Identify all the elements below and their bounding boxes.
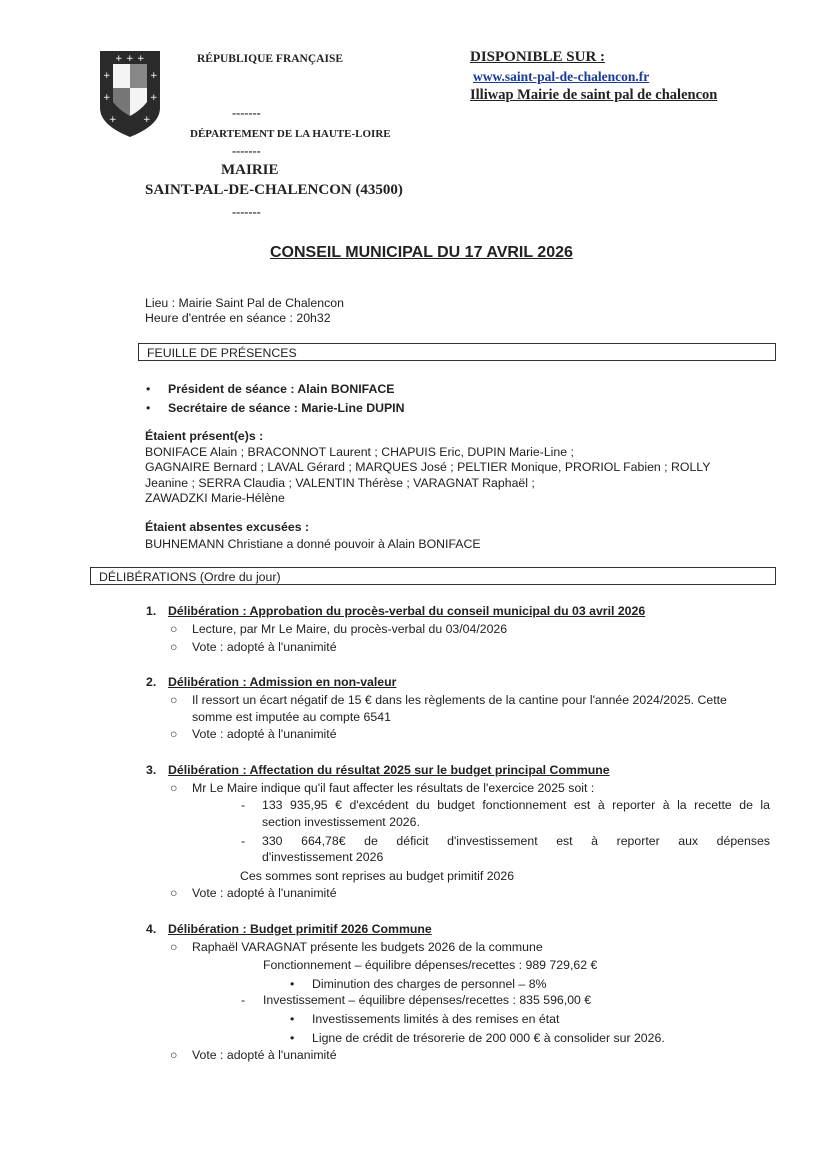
presents-line: BONIFACE Alain ; BRACONNOT Laurent ; CHAPUIS Eric, DUPIN Marie-Line ; <box>145 445 574 459</box>
deliberation-title: Délibération : Approbation du procès-verbal du conseil municipal du 03 avril 2026 <box>168 604 646 618</box>
dash-icon: - <box>241 834 246 848</box>
presents-line: ZAWADZKI Marie-Hélène <box>145 491 285 505</box>
item-number: 3. <box>146 763 157 777</box>
deliberation-title: Délibération : Admission en non-valeur <box>168 675 397 689</box>
presents-line: Jeanine ; SERRA Claudia ; VALENTIN Thérèse ; VARAGNAT Raphaël ; <box>145 476 535 490</box>
absents-line: BUHNEMANN Christiane a donné pouvoir à Alain BONIFACE <box>145 537 481 551</box>
sub-item: Il ressort un écart négatif de 15 € dans les règlements de la cantine pour l'année 2024/2025. Cette <box>192 693 727 707</box>
sub-item: d'investissement 2026 <box>262 850 384 864</box>
sub-item: Investissement – équilibre dépenses/recettes : 835 596,00 € <box>263 993 592 1007</box>
svg-text:+: + <box>103 93 111 103</box>
svg-text:+: + <box>137 54 145 64</box>
sub-item: 330 664,78€ de déficit d'investissement est à reporter aux dépenses <box>262 834 770 848</box>
absents-label: Étaient absentes excusées : <box>145 520 310 534</box>
circle-bullet-icon: ○ <box>170 622 178 636</box>
bullet-icon: • <box>146 382 151 396</box>
circle-bullet-icon: ○ <box>170 640 178 654</box>
disponible-label: DISPONIBLE SUR : <box>470 49 606 65</box>
departement-label: DÉPARTEMENT DE LA HAUTE-LOIRE <box>190 128 391 140</box>
circle-bullet-icon: ○ <box>170 727 178 741</box>
circle-bullet-icon: ○ <box>170 1048 178 1062</box>
sub-item: Investissements limités à des remises en état <box>312 1012 560 1026</box>
sub-item: 133 935,95 € d'excédent du budget fonctionnement est à reporter à la recette de la <box>262 798 770 812</box>
secretaire-text: Secrétaire de séance : Marie-Line DUPIN <box>168 401 405 415</box>
sub-item: Raphaël VARAGNAT présente les budgets 2026 de la commune <box>192 940 543 954</box>
separator: ------- <box>232 205 261 219</box>
dash-icon: - <box>241 993 246 1007</box>
svg-text:+: + <box>126 54 134 64</box>
presences-heading: FEUILLE DE PRÉSENCES <box>138 343 776 361</box>
deliberation-title: Délibération : Budget primitif 2026 Commune <box>168 922 432 936</box>
president-text: Président de séance : Alain BONIFACE <box>168 382 395 396</box>
republique-label: RÉPUBLIQUE FRANÇAISE <box>197 53 344 65</box>
sub-item: Lecture, par Mr Le Maire, du procès-verbal du 03/04/2026 <box>192 622 508 636</box>
heure-text: Heure d'entrée en séance : 20h32 <box>145 311 331 325</box>
circle-bullet-icon: ○ <box>170 886 178 900</box>
presents-label: Étaient présent(e)s : <box>145 429 264 443</box>
deliberations-heading: DÉLIBÉRATIONS (Ordre du jour) <box>90 567 776 585</box>
circle-bullet-icon: ○ <box>170 693 178 707</box>
svg-text:+: + <box>143 115 151 125</box>
coat-of-arms-logo <box>99 50 161 138</box>
note-text: Ces sommes sont reprises au budget primitif 2026 <box>240 869 515 883</box>
presents-line: GAGNAIRE Bernard ; LAVAL Gérard ; MARQUES José ; PELTIER Monique, PRORIOL Fabien ; ROLLY <box>145 460 711 474</box>
svg-text:+: + <box>103 71 111 81</box>
mairie-label: MAIRIE <box>221 162 279 178</box>
bullet-icon: • <box>290 977 295 991</box>
item-number: 2. <box>146 675 157 689</box>
sub-item: section investissement 2026. <box>262 815 420 829</box>
page-title: CONSEIL MUNICIPAL DU 17 AVRIL 2026 <box>270 244 573 261</box>
circle-bullet-icon: ○ <box>170 781 178 795</box>
bullet-icon: • <box>146 401 151 415</box>
deliberation-title: Délibération : Affectation du résultat 2025 sur le budget principal Commune <box>168 763 610 777</box>
circle-bullet-icon: ○ <box>170 940 178 954</box>
website-link[interactable]: www.saint-pal-de-chalencon.fr <box>473 69 650 84</box>
sub-item: Diminution des charges de personnel – 8% <box>312 977 547 991</box>
sub-item: somme est imputée au compte 6541 <box>192 710 391 724</box>
vote-text: Vote : adopté à l'unanimité <box>192 1048 337 1062</box>
separator: ------- <box>232 144 261 158</box>
separator: ------- <box>232 106 261 120</box>
dash-icon: - <box>241 798 246 812</box>
svg-text:+: + <box>109 115 117 125</box>
lieu-text: Lieu : Mairie Saint Pal de Chalencon <box>145 296 344 310</box>
sub-item: Fonctionnement – équilibre dépenses/recettes : 989 729,62 € <box>263 958 598 972</box>
vote-text: Vote : adopté à l'unanimité <box>192 727 337 741</box>
illiwap-link[interactable]: Illiwap Mairie de saint pal de chalencon <box>470 87 718 103</box>
bullet-icon: • <box>290 1012 295 1026</box>
item-number: 1. <box>146 604 157 618</box>
sub-item: Ligne de crédit de trésorerie de 200 000 € à consolider sur 2026. <box>312 1031 665 1045</box>
bullet-icon: • <box>290 1031 295 1045</box>
svg-text:+: + <box>150 71 158 81</box>
svg-text:+: + <box>150 93 158 103</box>
svg-text:+: + <box>115 54 123 64</box>
vote-text: Vote : adopté à l'unanimité <box>192 886 337 900</box>
sub-item: Mr Le Maire indique qu'il faut affecter les résultats de l'exercice 2025 soit : <box>192 781 595 795</box>
vote-text: Vote : adopté à l'unanimité <box>192 640 337 654</box>
item-number: 4. <box>146 922 157 936</box>
commune-label: SAINT-PAL-DE-CHALENCON (43500) <box>145 182 403 198</box>
